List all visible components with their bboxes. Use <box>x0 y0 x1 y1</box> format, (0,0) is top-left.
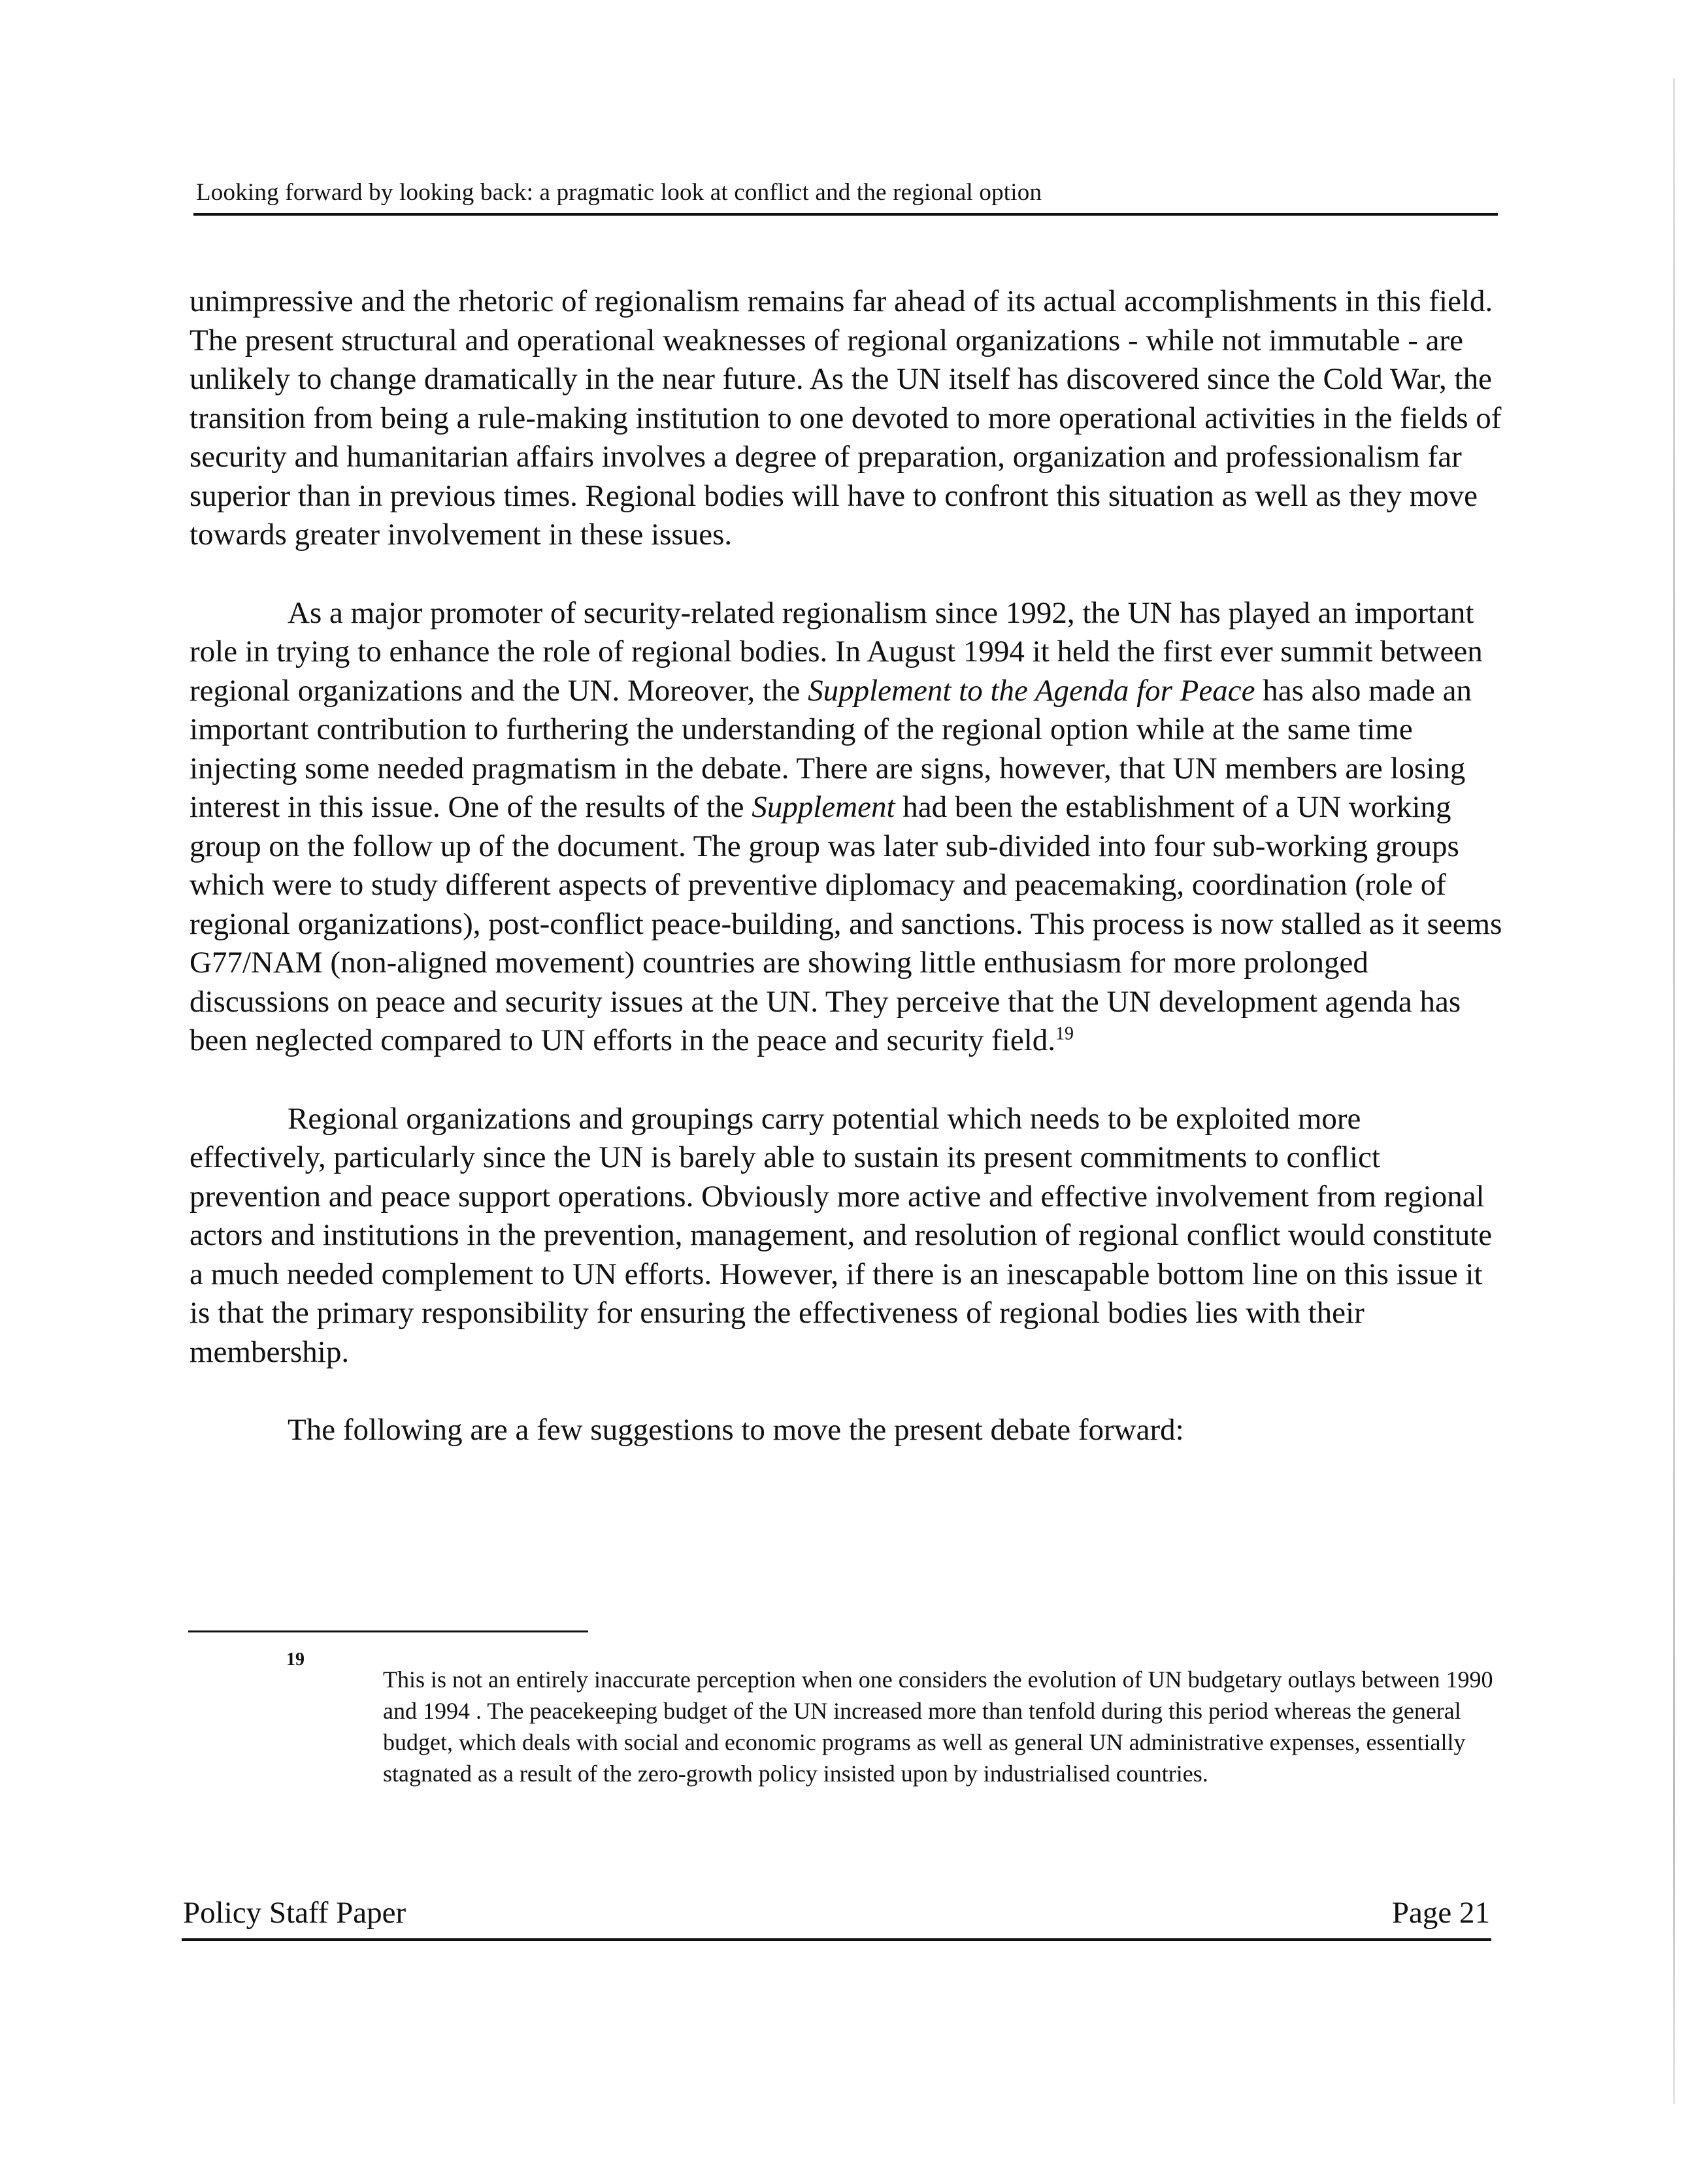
paragraph-2-part-a: As a major promoter of security-related regionalism since 1992, the UN has played an important role in trying to enhance the role of regional bodies. In August 1994 it held the first ever summit between regional organizations and the UN. Moreover, the <box>190 595 1483 708</box>
footnote-rule <box>188 1630 588 1632</box>
running-header: Looking forward by looking back: a pragmatic look at conflict and the regional option <box>196 179 1042 206</box>
footnote-number: 19 <box>286 1649 305 1670</box>
footer-publication: Policy Staff Paper <box>183 1896 406 1930</box>
paragraph-4: The following are a few suggestions to move the present debate forward: <box>288 1413 1184 1447</box>
footnote-reference: 19 <box>1055 1023 1074 1044</box>
footnote-text: This is not an entirely inaccurate perception when one considers the evolution of UN budgetary outlays between 1990 and 1994 . The peacekeeping budget of the UN increased more than tenfold during this period whereas the general budget, which deals with social and economic programs as well as general UN administrative expenses, essentially stagnated as a result of the zero-growth policy insisted upon by industrialised countries. <box>383 1666 1493 1787</box>
scan-edge-line <box>1673 78 1675 2104</box>
supplement-title: Supplement <box>752 790 895 824</box>
page-number: Page 21 <box>1391 1896 1490 1930</box>
header-rule <box>193 213 1498 216</box>
paragraph-3: Regional organizations and groupings carry potential which needs to be exploited more effectively, particularly since the UN is barely able to sustain its present commitments to conflict prevention and peace support operations. Obviously more active and effective involvement from regional actors and institutions in the prevention, management, and resolution of regional conflict would constitute a much needed complement to UN efforts. However, if there is an inescapable bottom line on this issue it is that the primary responsibility for ensuring the effectiveness of regional bodies lies with their membership. <box>190 1101 1493 1369</box>
paragraph-2 <box>190 594 1503 1061</box>
paragraph-2-part-c: had been the establishment of a UN working group on the follow up of the document. The group was later sub-divided into four sub-working groups which were to study different aspects of preventive diplomacy and peacemaking, coordination (role of regional organizations), post-conflict peace-building, and sanctions. This process is now stalled as it seems G77/NAM (non-aligned movement) countries are showing little enthusiasm for more prolonged discussions on peace and security issues at the UN. They perceive that the UN development agenda has been neglected compared to UN efforts in the peace and security field. <box>190 790 1502 1057</box>
paragraph-1: unimpressive and the rhetoric of regionalism remains far ahead of its actual accomplishments in this field. The present structural and operational weaknesses of regional organizations - while not immutable - are unlikely to change dramatically in the near future. As the UN itself has discovered since the Cold War, the transition from being a rule-making institution to one devoted to more operational activities in the fields of security and humanitarian affairs involves a degree of preparation, organization and professionalism far superior than in previous times. Regional bodies will have to confront this situation as well as they move towards greater involvement in these issues. <box>190 284 1502 552</box>
paragraph-2-part-b: has also made an important contribution to furthering the understanding of the regional option while at the same time injecting some needed pragmatism in the debate. There are signs, however, that UN members are losing interest in this issue. One of the results of the <box>190 673 1472 824</box>
supplement-agenda-title: Supplement to the Agenda for Peace <box>808 673 1255 708</box>
footer-rule <box>182 1938 1491 1941</box>
body-text <box>190 282 1503 1489</box>
